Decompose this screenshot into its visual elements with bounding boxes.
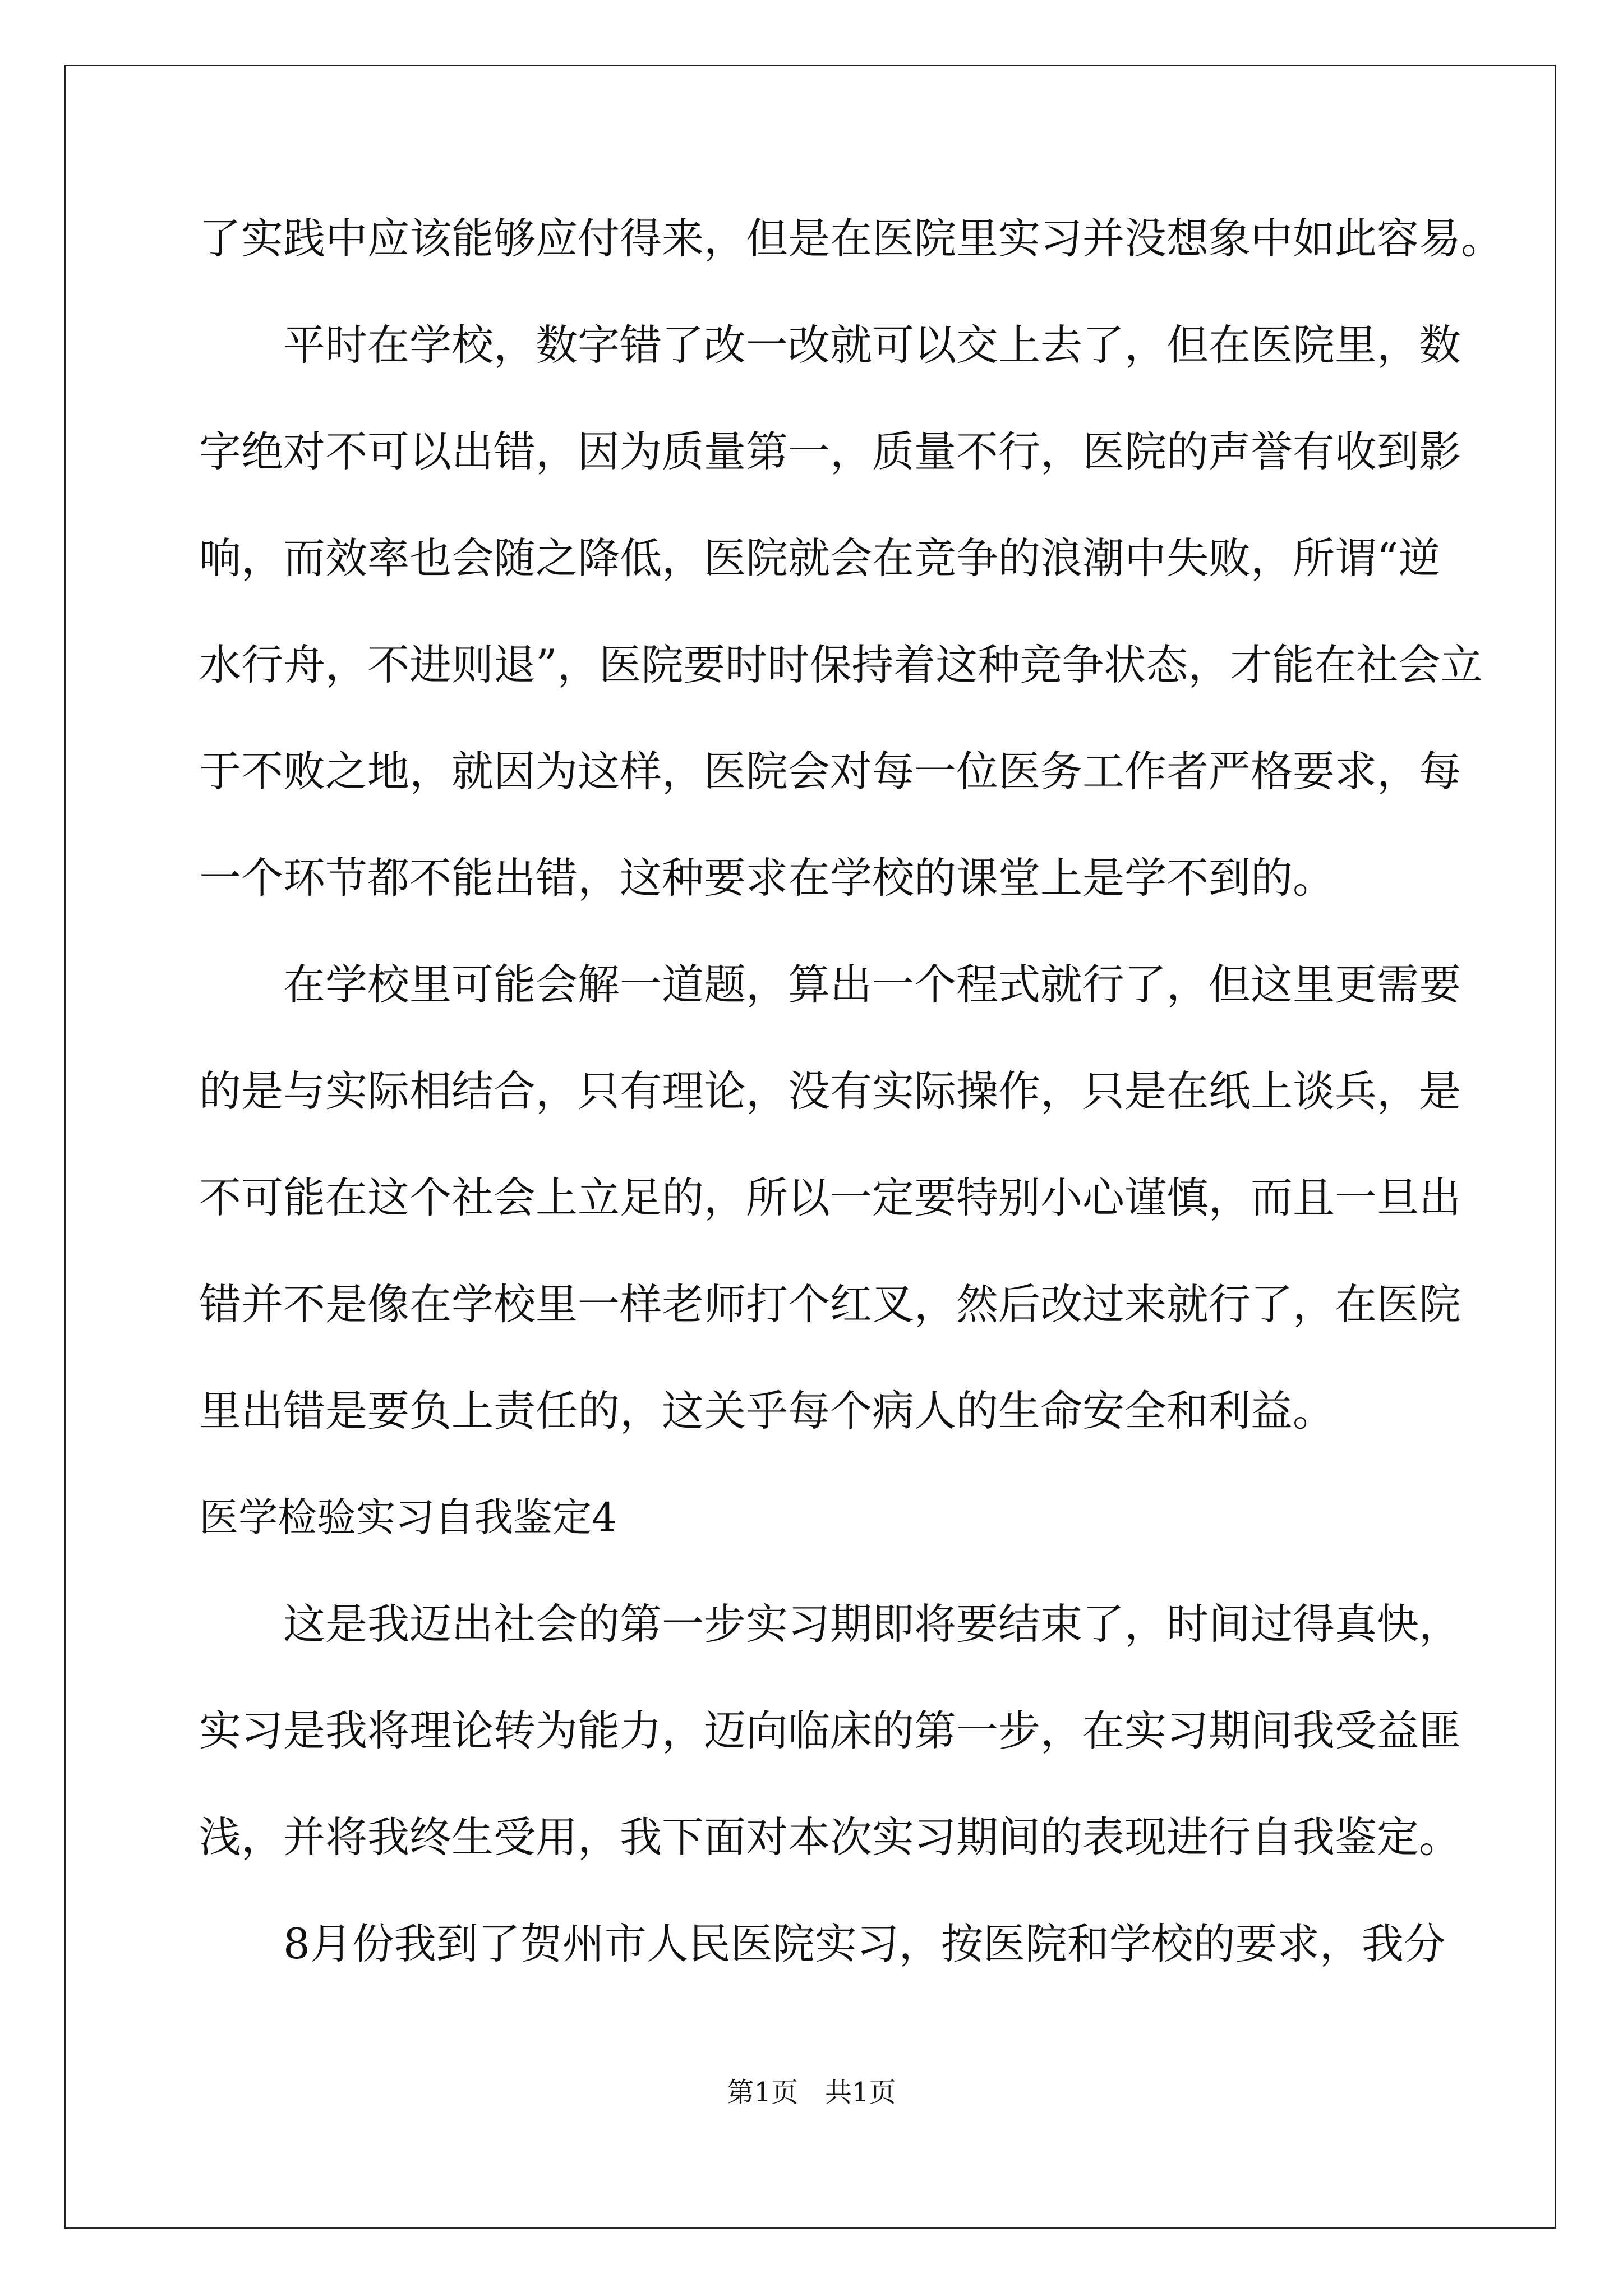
paragraph-line: 不可能在这个社会上立足的，所以一定要特别小心谨慎，而且一旦出 <box>199 1173 1461 1222</box>
paragraph-line: 里出错是要负上责任的，这关乎每个病人的生命安全和利益。 <box>199 1386 1335 1435</box>
page-footer <box>0 2076 1623 2109</box>
paragraph-line: 了实践中应该能够应付得来，但是在医院里实习并没想象中如此容易。 <box>199 214 1504 263</box>
paragraph-line: 错并不是像在学校里一样老师打个红叉，然后改过来就行了，在医院 <box>199 1280 1461 1329</box>
paragraph-line: 8月份我到了贺州市人民医院实习，按医院和学校的要求，我分 <box>283 1919 1446 1968</box>
paragraph-line: 于不败之地，就因为这样，医院会对每一位医务工作者严格要求，每 <box>199 747 1461 796</box>
document-body <box>199 205 1504 2017</box>
paragraph-line: 浅，并将我终生受用，我下面对本次实习期间的表现进行自我鉴定。 <box>199 1812 1461 1862</box>
paragraph-line: 实习是我将理论转为能力，迈向临床的第一步，在实习期间我受益匪 <box>199 1706 1461 1755</box>
paragraph-line: 在学校里可能会解一道题，算出一个程式就行了，但这里更需要 <box>283 960 1461 1009</box>
paragraph-line: 平时在学校，数字错了改一改就可以交上去了，但在医院里，数 <box>283 320 1461 370</box>
paragraph-line: 的是与实际相结合，只有理论，没有实际操作，只是在纸上谈兵，是 <box>199 1066 1461 1116</box>
paragraph-line: 一个环节都不能出错，这种要求在学校的课堂上是学不到的。 <box>199 853 1335 903</box>
page-number: 第1页 <box>727 2077 798 2108</box>
paragraph-line: 水行舟，不进则退”，医院要时时保持着这种竞争状态，才能在社会立 <box>199 640 1483 689</box>
paragraph-line: 这是我迈出社会的第一步实习期即将要结束了，时间过得真快， <box>283 1599 1461 1649</box>
page-total: 共1页 <box>825 2077 896 2108</box>
paragraph-line: 字绝对不可以出错，因为质量第一，质量不行，医院的声誉有收到影 <box>199 427 1461 476</box>
paragraph-line: 响，而效率也会随之降低，医院就会在竞争的浪潮中失败，所谓“逆 <box>199 533 1441 583</box>
section-heading: 医学检验实习自我鉴定4 <box>199 1494 617 1540</box>
